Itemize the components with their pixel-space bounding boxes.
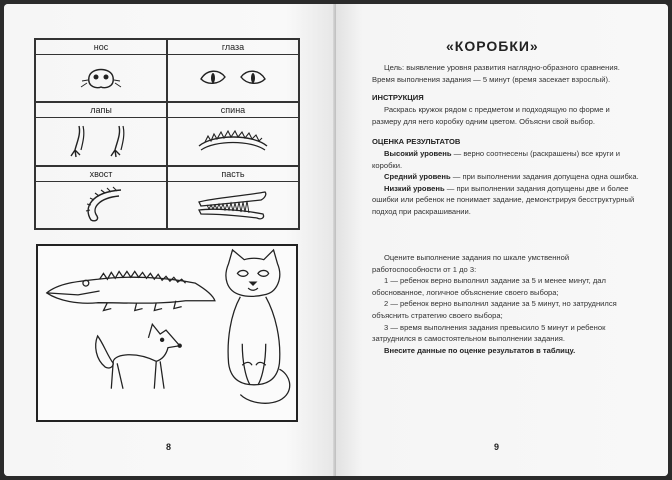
cell-label: лапы — [36, 103, 166, 118]
evaluation-heading: ОЦЕНКА РЕЗУЛЬТАТОВ — [372, 137, 461, 146]
level-text: — верно соотнесены (раскрашены) все круги и коробки. — [372, 149, 620, 170]
tail-icon — [61, 184, 141, 226]
level-item — [372, 171, 640, 183]
final-note — [372, 345, 640, 357]
final-note-text: Внесите данные по оценке результатов в таблицу. — [384, 345, 576, 355]
cell-label: нос — [36, 40, 166, 55]
goal-paragraph — [372, 62, 640, 85]
left-page — [4, 4, 336, 476]
level-item — [372, 148, 640, 171]
page-title: «КОРОБКИ» — [446, 38, 539, 54]
table-cell-tail — [35, 166, 167, 229]
crocodile-icon — [47, 271, 215, 310]
levels-list — [372, 148, 640, 218]
goal-text: выявление уровня развития наглядно-образного сравнения. Время выполнения задания — 5 минут (время засекает взрослый). — [372, 63, 620, 84]
back-icon — [193, 120, 273, 162]
book-spread — [4, 4, 668, 476]
animals-illustration — [38, 246, 296, 420]
eyes-icon — [193, 57, 273, 99]
level-name: Высокий уровень — [384, 149, 452, 158]
scale-intro: Оцените выполнение задания по шкале умственной работоспособности от 1 до 3: — [372, 253, 570, 274]
scale-item: 2 — ребенок верно выполнил задание за 5 минут, но затруднился объяснить стратегию своего выбора; — [372, 299, 617, 320]
table-cell-back — [167, 102, 299, 165]
cell-label: пасть — [168, 167, 298, 182]
instruction-heading: ИНСТРУКЦИЯ — [372, 93, 424, 102]
cat-icon — [226, 250, 290, 403]
level-item — [372, 183, 640, 218]
instruction-text: Раскрась кружок рядом с предметом и подходящую по форме и размеру для него коробку одним цветом. Объясни свой выбор. — [372, 105, 610, 126]
instruction-paragraph — [372, 104, 640, 127]
page-number-left: 8 — [166, 442, 172, 452]
level-text: — при выполнении задания допущены две и более ошибки или ребенок не понимает задание, демонстрируя бесструктурный подход при раскрашивании. — [372, 183, 635, 216]
jaw-icon — [193, 184, 273, 226]
scale-item: 3 — время выполнения задания превысило 5 минут и ребенок затруднился в самостоятельном выполнении задания. — [372, 322, 606, 344]
cell-label: хвост — [36, 167, 166, 182]
animals-picture — [36, 244, 298, 422]
page-number-right: 9 — [494, 442, 500, 452]
level-text: — при выполнении задания допущена одна ошибка. — [450, 172, 639, 182]
level-name: Средний уровень — [384, 172, 451, 182]
fox-icon — [96, 324, 182, 389]
scale-item: 1 — ребенок верно выполнил задание за 5 и менее минут, дал обоснованное, логичное объяснение своего выбора; — [372, 276, 606, 297]
nose-icon — [61, 57, 141, 99]
paws-icon — [61, 120, 141, 162]
scale-section — [372, 252, 640, 356]
cell-label: спина — [168, 103, 298, 118]
table-cell-paws — [35, 102, 167, 165]
table-cell-eyes — [167, 39, 299, 102]
goal-label: Цель: — [384, 63, 405, 72]
table-cell-jaw — [167, 166, 299, 229]
table-cell-nose — [35, 39, 167, 102]
features-table — [34, 38, 300, 230]
cell-label: глаза — [168, 40, 298, 55]
level-name: Низкий уровень — [384, 183, 445, 193]
